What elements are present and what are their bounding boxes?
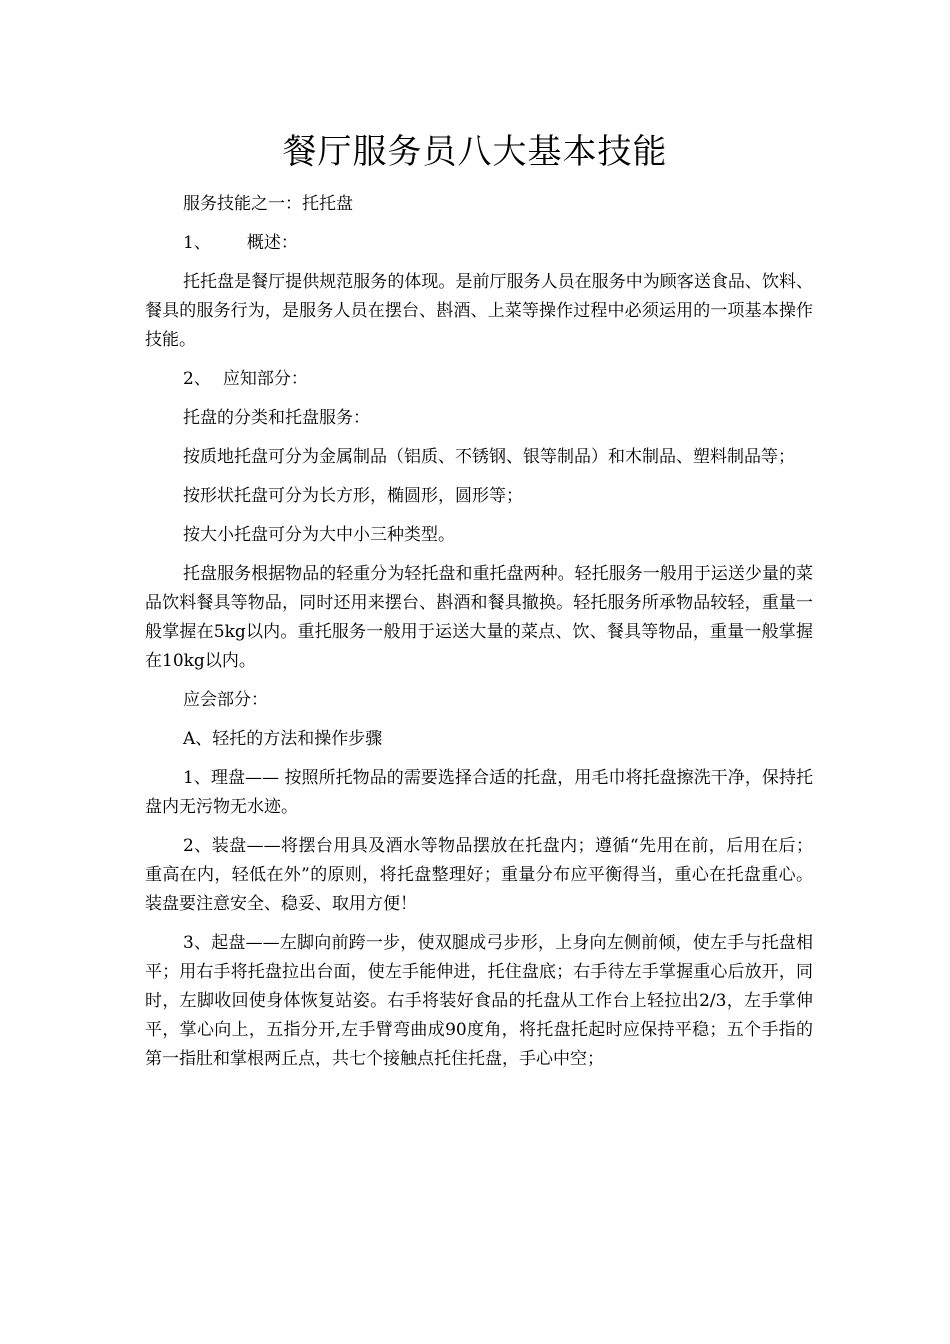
paragraph-step-load-tray: 2、装盘——将摆台用具及酒水等物品摆放在托盘内；遵循“先用在前，后用在后；重高在内，轻低在外”的原则，将托盘整理好；重量分布应平衡得当，重心在托盘重心。装盘要注意安全、稳妥、取用方便！ [145,836,813,914]
heading-light-tray-method: A、轻托的方法和操作步骤 [183,729,383,749]
document-body [145,190,813,1084]
heading-overview [145,229,813,258]
list-number: 2、 [183,369,211,389]
paragraph-tray-classification: 托盘的分类和托盘服务： [183,408,370,428]
paragraph-by-size: 按大小托盘可分为大中小三种类型。 [183,525,455,545]
paragraph-by-material: 按质地托盘可分为金属制品（铝质、不锈钢、银等制品）和木制品、塑料制品等； [183,447,795,467]
paragraph-service-skill-one: 服务技能之一：托托盘 [183,194,353,214]
paragraph-by-shape: 按形状托盘可分为长方形，椭圆形，圆形等； [183,486,523,506]
paragraph-step-lift-tray: 3、起盘——左脚向前跨一步，使双腿成弓步形，上身向左侧前倾，使左手与托盘相平；用右手将托盘拉出台面，使左手能伸进，托住盘底；右手待左手掌握重心后放开，同时，左脚收回使身体恢复站姿。右手将装好食品的托盘从工作台上轻拉出2/3，左手掌伸平，掌心向上，五指分开,左手臂弯曲成90度角，将托盘托起时应保持平稳；五个手指的第一指肚和掌根两丘点，共七个接触点托住托盘，手心中空； [145,933,813,1069]
list-number: 1、 [183,233,211,253]
paragraph-overview-text: 托托盘是餐厅提供规范服务的体现。是前厅服务人员在服务中为顾客送食品、饮料、餐具的服务行为，是服务人员在摆台、斟酒、上菜等操作过程中必须运用的一项基本操作技能。 [145,272,813,350]
document-title: 餐厅服务员八大基本技能 [282,132,668,172]
heading-skills: 应会部分： [183,690,268,710]
heading-text: 概述： [246,233,298,253]
paragraph-tray-service: 托盘服务根据物品的轻重分为轻托盘和重托盘两种。轻托服务一般用于运送少量的菜品饮料餐具等物品，同时还用来摆台、斟酒和餐具撤换。轻托服务所承物品较轻，重量一般掌握在5kg以内。重托服务一般用于运送大量的菜点、饮、餐具等物品，重量一般掌握在10kg以内。 [145,564,813,671]
paragraph-step-arrange-tray: 1、理盘—— 按照所托物品的需要选择合适的托盘，用毛巾将托盘擦洗干净，保持托盘内无污物无水迹。 [145,768,813,817]
heading-text: 应知部分： [222,369,308,389]
heading-knowledge [145,365,813,394]
